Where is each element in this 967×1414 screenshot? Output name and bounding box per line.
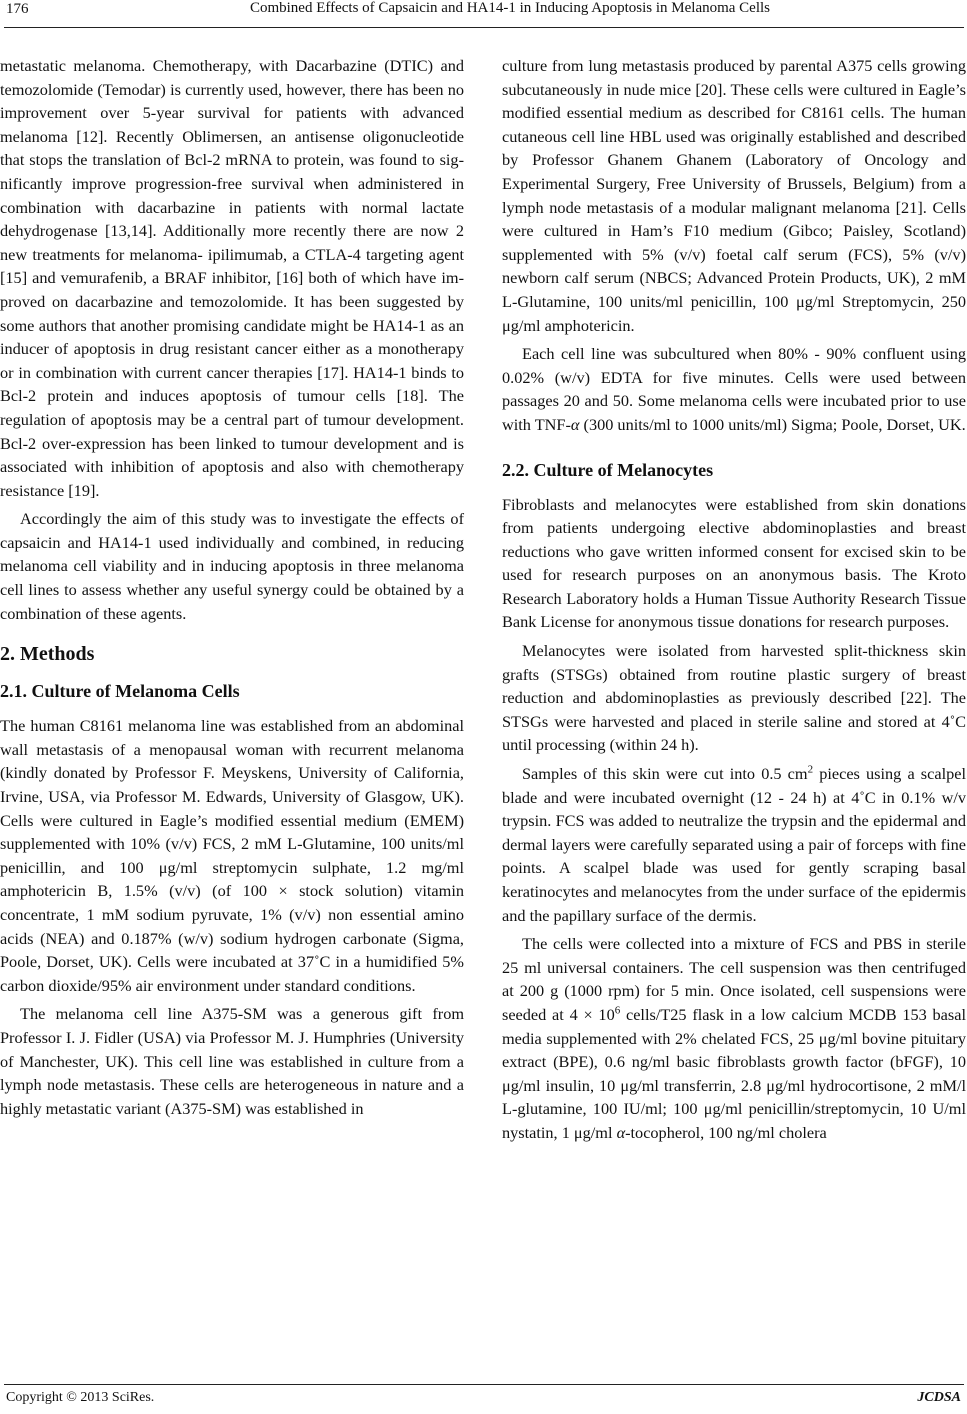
paragraph: metastatic melanoma. Chemotherapy, with Dacarbazine (DTIC) and temozolomide (Temodar) is currently used, however, there has been no improvement over 5-year survival for patients with advanced melanoma [12]. Recently Oblimersen, an antisense oligonucleotide that stops the translation of Bcl-2 mRNA to protein, was found to significantly improve progression-free survival when administered in combination with dacarbazine in patients with normal lactate dehydrogenase [13,14]. Additionally more recently there are now 2 new treatments for melanoma- ipilimumab, a CTLA-4 targeting agent [15] and vemurafenib, a BRAF inhibitor, [16] both of which have improved on dacarbazine and temozolomide. It has been suggested by some authors that another promising candidate might be HA14-1 as an inducer of apoptosis in drug resistant cancer either as a monotherapy or in combination with current cancer therapies [17]. HA14-1 binds to Bcl-2 protein and induces apoptosis of tumour cells [18]. The regulation of apoptosis may be a central part of tumour development. Bcl-2 over-expression has been linked to tumour development and is associated with inhibition of apoptosis and also with chemotherapy resistance [19]. bbox=[0, 56, 464, 500]
text-run: cells/T25 flask in a low calcium MCDB 153 basal media supplemented with 2% chelated FCS, 25 μg/ml bovine pituitary extract (BPE), 0.6 ng/ml basic fibroblasts growth factor (bFGF), 10 μg/ml insulin, 10 μg/ml transferrin, 2.8 μg/ml hydrocortisone, 2 mM/l L-glutamine, 100 IU/ml; 100 μg/ml penicillin/streptomycin, 10 U/ml nystatin, 1 μg/ml bbox=[502, 1004, 966, 1142]
text-run: Each cell line was subcultured when 80% - 90% confluent using 0.02% (w/v) EDTA for five minutes. Cells were used between passages 20 and 50. Some melanoma cells were incubated prior to use with TNF- bbox=[502, 344, 966, 434]
alpha-symbol: α bbox=[616, 1122, 626, 1142]
paragraph: Melanocytes were isolated from harvested split-thickness skin grafts (STSGs) obtained from routine plastic surgery of breast reduction and abdominoplasties as previously described [22]. The STSGs were harvested and placed in sterile saline and stored at 4˚C until processing (within 24 h). bbox=[502, 641, 966, 755]
paragraph bbox=[502, 762, 966, 927]
header-rule bbox=[4, 27, 964, 28]
running-title: Combined Effects of Capsaicin and HA14-1 in Inducing Apoptosis in Melanoma Cells bbox=[249, 0, 771, 16]
right-column bbox=[502, 54, 966, 1145]
text-run: Samples of this skin were cut into 0.5 cm bbox=[522, 764, 808, 784]
page-footer bbox=[0, 1384, 967, 1414]
superscript: 2 bbox=[807, 763, 814, 776]
subsection-heading-melanocytes: 2.2. Culture of Melanocytes bbox=[502, 459, 714, 480]
text-run: (300 units/ml to 1000 units/ml) Sigma; Poole, Dorset, UK. bbox=[579, 414, 966, 434]
alpha-symbol: α bbox=[570, 414, 580, 434]
paragraph bbox=[502, 932, 966, 1144]
copyright: Copyright © 2013 SciRes. bbox=[6, 1390, 155, 1405]
footer-rule bbox=[4, 1384, 964, 1385]
text-run: -tocopherol, 100 ng/ml cholera bbox=[625, 1122, 827, 1142]
page-header bbox=[0, 0, 967, 30]
section-heading-methods: 2. Methods bbox=[0, 643, 95, 666]
superscript: 6 bbox=[614, 1004, 621, 1017]
subsection-heading-melanoma-cells: 2.1. Culture of Melanoma Cells bbox=[0, 681, 240, 702]
paragraph: Fibroblasts and melanocytes were established from skin donations from patients undergoing elective abdominoplasties and breast reductions who gave written informed consent for excised skin to be used for research purposes on an anonymous basis. The Kroto Research Laboratory holds a Human Tissue Authority Research Tissue Bank License for anonymous tissue donations for research purposes. bbox=[502, 494, 966, 632]
paragraph: culture from lung metastasis produced by parental A375 cells growing subcutaneously in nude mice [20]. These cells were cultured in Eagle’s modified essential medium as described for C8161 cells. The human cutaneous cell line HBL used was originally established and described by Professor Ghanem Ghanem (Laboratory of Oncology and Experimental Surgery, Free University of Brussels, Belgium) from a lymph node metastasis of a modular malignant melanoma [21]. Cells were cultured in Ham’s F10 medium (Gibco; Paisley, Scotland) supplemented with 5% (v/v) foetal calf serum (FCS), 5% (v/v) newborn calf serum (NBCS; Advanced Protein Products, UK), 2 mM L-Glutamine, 100 units/ml penicillin, 100 μg/ml Streptomycin, 250 μg/ml amphotericin. bbox=[502, 56, 966, 335]
text-run: The cells were collected into a mixture of FCS and PBS in sterile 25 ml universal containers. The cell suspension was then centrifuged at 200 g (1000 rpm) for 5 min. Once isolated, cell suspensions were seeded at 4 × 10 bbox=[502, 934, 966, 1024]
left-column bbox=[0, 54, 464, 1120]
paragraph bbox=[502, 342, 966, 436]
paragraph: The melanoma cell line A375-SM was a generous gift from Professor I. J. Fidler (USA) via Professor M. J. Humphries (University of Manchester, UK). This cell line was established in culture from a lymph node metastasis. These cells are heterogeneous in nature and a highly metastatic variant (A375-SM) was established in bbox=[0, 1004, 464, 1118]
text-run: pieces using a scalpel blade and were incubated overnight (12 - 24 h) at 4˚C in 0.1% w/v trypsin. FCS was added to neutralize the trypsin and the epidermal and dermal layers were carefully separated using a pair of forceps with fine points. A scalpel blade was used for gently scraping basal keratinocytes and melanocytes from the under surface of the epidermis and the papillary surface of the dermis. bbox=[502, 764, 967, 925]
journal-abbreviation: JCDSA bbox=[917, 1390, 961, 1405]
page-number: 176 bbox=[6, 1, 29, 17]
paragraph: The human C8161 melanoma line was established from an abdominal wall metastasis of a menopausal woman with recurrent melanoma (kindly donated by Professor F. Meyskens, University of California, Irvine, USA, via Professor M. Edwards, University of Glasgow, UK). Cells were cultured in Eagle’s modified essential medium (EMEM) supplemented with 10% (v/v) FCS, 2 mM L-Glutamine, 100 units/ml penicillin, and 100 μg/ml streptomycin sulphate, 1.2 mg/ml amphotericin B, 1.5% (v/v) (of 100 × stock solution) vitamin concentrate, 1 mM sodium pyruvate, 1% (v/v) non essential amino acids (NEA) and 0.187% (w/v) sodium hydrogen carbonate (Sigma, Poole, Dorset, UK). Cells were incubated at 37˚C in a humidified 5% carbon dioxide/95% air environment under standard conditions. bbox=[0, 716, 464, 995]
paragraph: Accordingly the aim of this study was to investigate the effects of capsaicin and HA14-1 used individually and combined, in reducing melanoma cell viability and in inducing apoptosis in three melanoma cell lines to assess whether any useful synergy could be obtained by a combination of these agents. bbox=[0, 509, 464, 623]
